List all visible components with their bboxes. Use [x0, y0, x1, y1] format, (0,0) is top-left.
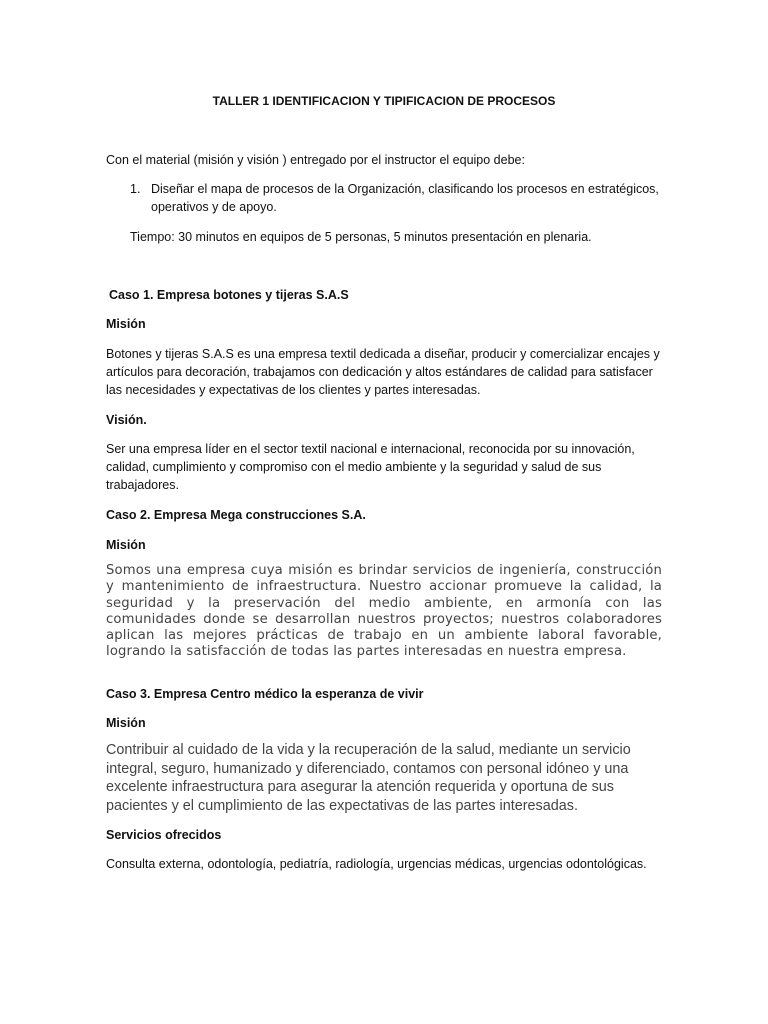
document-title: TALLER 1 IDENTIFICACION Y TIPIFICACION DE PROCESOS: [212, 94, 556, 108]
intro-text: Con el material (misión y visión ) entregado por el instructor el equipo debe:: [106, 153, 525, 167]
case3-mision-label: Misión: [106, 716, 146, 730]
case3-servicios-label: Servicios ofrecidos: [106, 828, 222, 842]
case1-vision-label: Visión.: [106, 413, 147, 427]
case1-mision-label: Misión: [106, 317, 146, 331]
case2-mision-label: Misión: [106, 538, 146, 552]
case2-mision-text: Somos una empresa cuya misión es brindar servicios de ingeniería, construcción y mantenimiento de infraestructura. Nuestro accionar promueve la calidad, la seguridad y la preservación del medio ambiente, en armonía con las comunidades donde se desarrollan nuestros proyectos; nuestros colaboradores aplican las mejores prácticas de trabajo en un ambiente laboral favorable, logrando la satisfacción de todas las partes interesadas en nuestra empresa.: [106, 563, 662, 660]
case3-servicios-text: Consulta externa, odontología, pediatría, radiología, urgencias médicas, urgencias odontológicas.: [106, 857, 647, 871]
case1-mision-text: Botones y tijeras S.A.S es una empresa textil dedicada a diseñar, producir y comercializar encajes y artículos para decoración, trabajamos con dedicación y altos estándares de calidad para satisfacer las necesidades y expectativas de los clientes y partes interesadas.: [106, 347, 660, 397]
case1-heading: Caso 1. Empresa botones y tijeras S.A.S: [109, 288, 349, 302]
case3-heading: Caso 3. Empresa Centro médico la esperanza de vivir: [106, 687, 424, 701]
list-item-number: 1.: [130, 182, 141, 196]
case3-mision-text: Contribuir al cuidado de la vida y la recuperación de la salud, mediante un servicio integral, seguro, humanizado y diferenciado, contamos con personal idóneo y una excelente infraestructura para asegurar la atención requerida y oportuna de sus pacientes y el cumplimiento de las expectativas de las partes interesadas.: [106, 742, 631, 814]
time-note: Tiempo: 30 minutos en equipos de 5 personas, 5 minutos presentación en plenaria.: [130, 230, 592, 244]
case1-vision-text: Ser una empresa líder en el sector textil nacional e internacional, reconocida por su innovación, calidad, cumplimiento y compromiso con el medio ambiente y la seguridad y salud de sus trabajadores.: [106, 442, 635, 492]
case2-heading: Caso 2. Empresa Mega construcciones S.A.: [106, 508, 366, 522]
list-item-text: Diseñar el mapa de procesos de la Organización, clasificando los procesos en estratégicos, operativos y de apoyo.: [151, 182, 659, 214]
